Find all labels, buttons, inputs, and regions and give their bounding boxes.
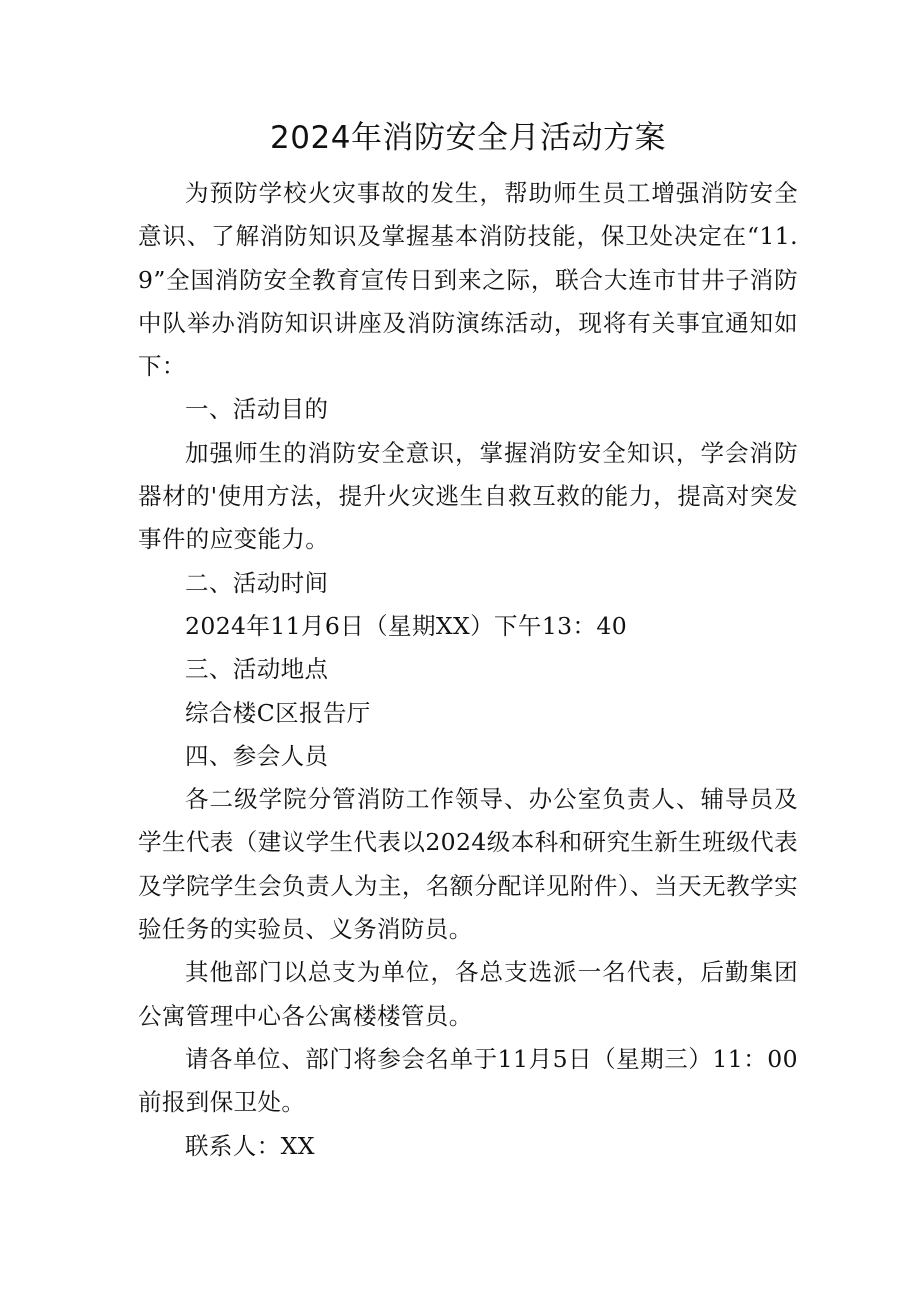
document-title: 2024年消防安全月活动方案 <box>270 120 666 156</box>
section-heading-purpose: 一、活动目的 <box>185 395 329 424</box>
section-heading-time: 二、活动时间 <box>185 568 329 597</box>
location-paragraph: 综合楼C区报告厅 <box>185 698 371 727</box>
submission-paragraph: 请各单位、部门将参会名单于11月5日（星期三）11：00前报到保卫处。 <box>138 1044 798 1117</box>
purpose-paragraph: 加强师生的消防安全意识，掌握消防安全知识，学会消防器材的'使用方法，提升火灾逃生自救互救的能力，提高对突发事件的应变能力。 <box>138 438 798 554</box>
section-heading-location: 三、活动地点 <box>185 655 329 684</box>
attendees-paragraph: 各二级学院分管消防工作领导、办公室负责人、辅导员及学生代表（建议学生代表以2024级本科和研究生新生班级代表及学院学生会负责人为主，名额分配详见附件）、当天无教学实验任务的实验员、义务消防员。 <box>138 785 798 944</box>
time-paragraph: 2024年11月6日（星期XX）下午13：40 <box>185 611 628 640</box>
intro-paragraph: 为预防学校火灾事故的发生，帮助师生员工增强消防安全意识、了解消防知识及掌握基本消防技能，保卫处决定在“11.9”全国消防安全教育宣传日到来之际，联合大连市甘井子消防中队举办消防知识讲座及消防演练活动，现将有关事宜通知如下： <box>138 179 798 381</box>
section-heading-attendees: 四、参会人员 <box>185 741 329 770</box>
other-departments-paragraph: 其他部门以总支为单位，各总支选派一名代表，后勤集团公寓管理中心各公寓楼楼管员。 <box>138 958 798 1030</box>
contact-paragraph: 联系人：XX <box>185 1131 315 1160</box>
document-page <box>138 118 798 1168</box>
